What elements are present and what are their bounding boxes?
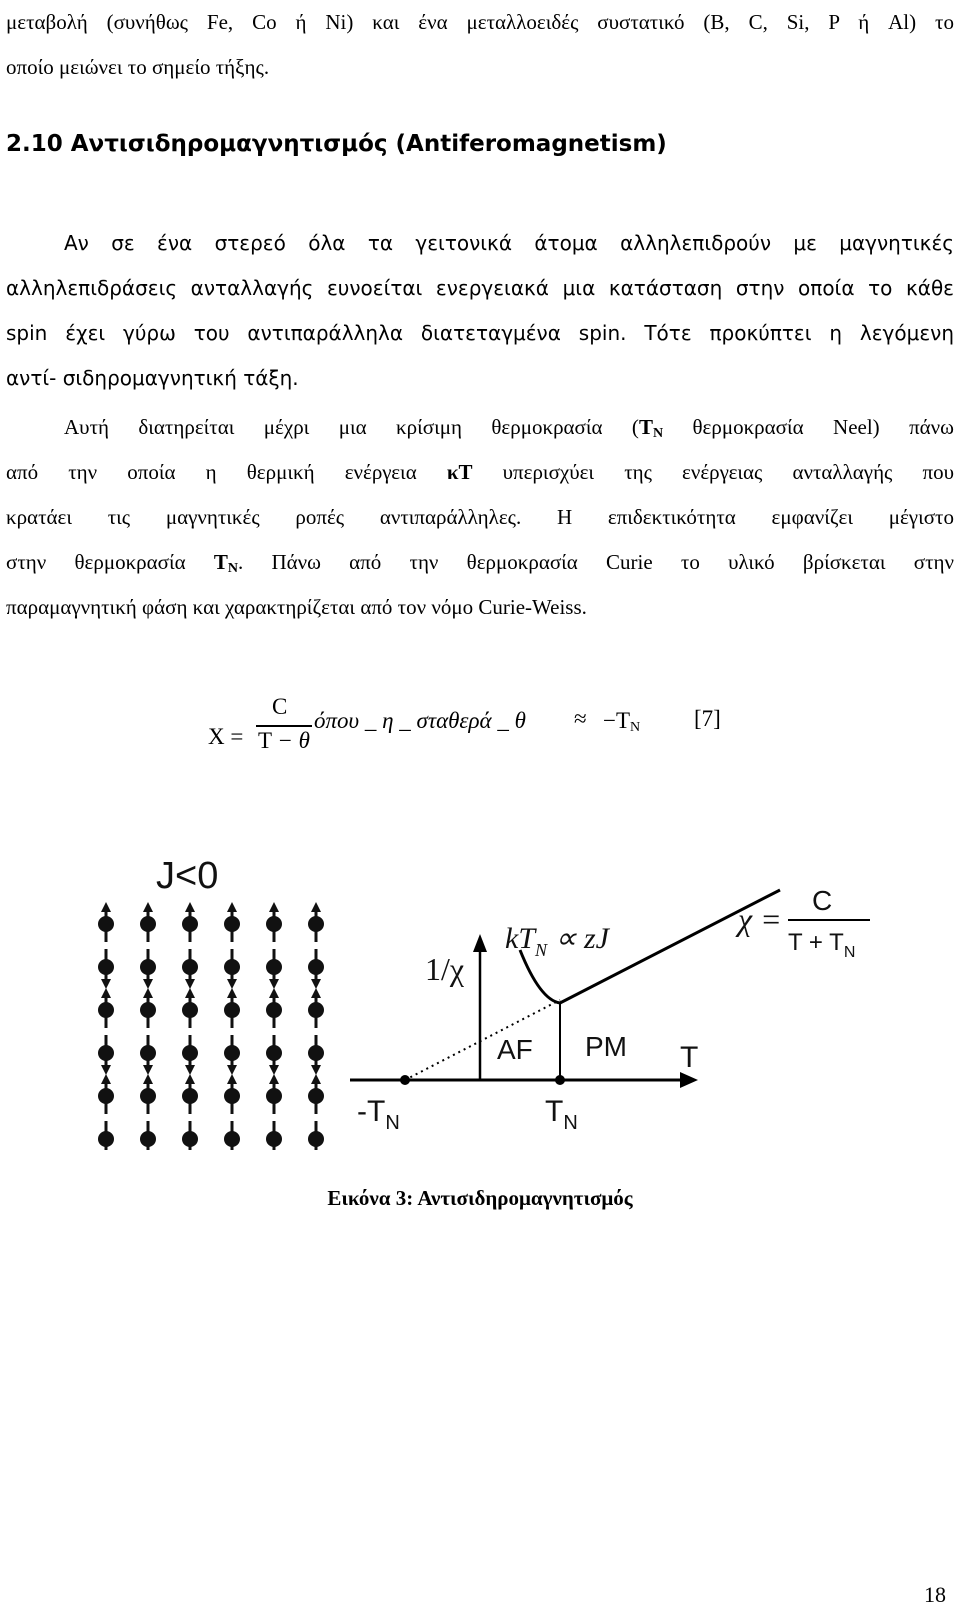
spin-up-arrow-icon [101, 902, 111, 912]
para2-line-3: κρατάει τις μαγνητικές ροπές αντιπαράλληλες. Η επιδεκτικότητα εμφανίζει μέγιστο [6, 505, 954, 529]
atom-dot [224, 916, 240, 932]
atom-dot [266, 1088, 282, 1104]
law-denominator: $T + T_N$ [788, 929, 856, 961]
atom-dot [182, 1002, 198, 1018]
atom-dot [98, 916, 114, 932]
spin-coupling-label: J<0 [156, 855, 219, 897]
spin-up-arrow-icon [227, 988, 237, 998]
spin-up-arrow-icon [227, 902, 237, 912]
spin-up-arrow-icon [101, 1074, 111, 1084]
curie-weiss-law [735, 885, 870, 961]
para1-line-4: αντί- σιδηρομαγνητική τάξη. [6, 366, 299, 390]
spin-down-arrow-icon [227, 1065, 237, 1075]
eq-approx: ≈ [574, 706, 587, 731]
spin-up-arrow-icon [311, 1074, 321, 1084]
atom-dot [98, 1002, 114, 1018]
spin-down-arrow-icon [185, 1065, 195, 1075]
tn-marker [555, 1075, 565, 1085]
kt-proportional-label: $kT_N$ ∝ zJ [505, 922, 609, 960]
atom-dot [140, 959, 156, 975]
atom-dot [98, 1045, 114, 1061]
eq-lhs: X = [208, 724, 244, 749]
neg-tn-label: $-T_N$ [357, 1095, 400, 1134]
atom-dot [98, 959, 114, 975]
atom-dot [98, 1131, 114, 1147]
spin-up-arrow-icon [143, 988, 153, 998]
atom-dot [224, 959, 240, 975]
atom-dot [224, 1088, 240, 1104]
extrapolation-dotted-line [405, 1000, 560, 1080]
atom-dot [140, 916, 156, 932]
spin-up-arrow-icon [143, 902, 153, 912]
atom-dot [308, 959, 324, 975]
atom-dot [266, 1002, 282, 1018]
y-axis-arrow-icon [473, 934, 487, 952]
spin-up-arrow-icon [185, 1074, 195, 1084]
atom-dot [182, 959, 198, 975]
spin-up-arrow-icon [311, 988, 321, 998]
atom-dot [182, 1045, 198, 1061]
x-axis-label: T [680, 1041, 699, 1074]
atom-dot [266, 1131, 282, 1147]
spin-down-arrow-icon [269, 979, 279, 989]
y-axis-label: 1/χ [425, 951, 465, 987]
atom-dot [308, 916, 324, 932]
spin-down-arrow-icon [311, 1065, 321, 1075]
atom-dot [266, 959, 282, 975]
eq-rhs: $-T_N$ [603, 708, 641, 735]
atom-dot [140, 1088, 156, 1104]
atom-dot [224, 1045, 240, 1061]
spin-down-arrow-icon [185, 979, 195, 989]
spin-down-arrow-icon [143, 979, 153, 989]
page-number: 18 [924, 1582, 946, 1607]
atom-dot [308, 1131, 324, 1147]
law-numerator: C [812, 885, 833, 916]
atom-dot [308, 1002, 324, 1018]
spin-down-arrow-icon [269, 1065, 279, 1075]
spin-down-arrow-icon [101, 979, 111, 989]
atom-dot [266, 1045, 282, 1061]
para2-line-2: από την οποία η θερμική ενέργεια κT υπερισχύει της ενέργειας ανταλλαγής που [6, 460, 954, 484]
atom-dot [182, 1131, 198, 1147]
section-heading: 2.10 Αντισιδηρομαγνητισμός (Antiferomagnetism) [6, 131, 667, 157]
eq-denominator: T − θ [258, 728, 310, 753]
intro-line-1: μεταβολή (συνήθως Fe, Co ή Ni) και ένα μεταλλοειδές συστατικό (B, C, Si, P ή Al) το [6, 10, 954, 34]
intro-line-2: οποίο μειώνει το σημείο τήξης. [6, 55, 270, 79]
neg-tn-marker [400, 1075, 410, 1085]
spin-up-arrow-icon [227, 1074, 237, 1084]
tn-label: $T_N$ [545, 1095, 578, 1134]
spin-up-arrow-icon [143, 1074, 153, 1084]
atom-dot [98, 1088, 114, 1104]
pm-label: PM [585, 1031, 627, 1062]
spin-lattice [98, 902, 324, 1150]
para1-line-1: Αν σε ένα στερεό όλα τα γειτονικά άτομα αλληλεπιδρούν με μαγνητικές [64, 231, 954, 255]
para1-line-3: spin έχει γύρω του αντιπαράλληλα διατεταγμένα spin. Τότε προκύπτει η λεγόμενη [6, 321, 954, 345]
x-axis-arrow-icon [680, 1072, 698, 1088]
spin-up-arrow-icon [311, 902, 321, 912]
antiferromagnetism-figure [0, 830, 960, 1150]
atom-dot [224, 1131, 240, 1147]
spin-down-arrow-icon [311, 979, 321, 989]
atom-dot [182, 916, 198, 932]
atom-dot [308, 1088, 324, 1104]
law-lhs: χ = [738, 901, 782, 937]
spin-up-arrow-icon [101, 988, 111, 998]
atom-dot [308, 1045, 324, 1061]
susceptibility-plot [350, 885, 870, 1134]
eq-number: [7] [694, 706, 721, 731]
para2-line-5: παραμαγνητική φάση και χαρακτηρίζεται από τον νόμο Curie-Weiss. [6, 595, 587, 619]
spin-up-arrow-icon [185, 902, 195, 912]
eq-fraction-bar [256, 725, 312, 727]
atom-dot [140, 1131, 156, 1147]
atom-dot [140, 1045, 156, 1061]
eq-numerator: C [272, 694, 288, 719]
spin-down-arrow-icon [101, 1065, 111, 1075]
atom-dot [140, 1002, 156, 1018]
para2-line-1: Αυτή διατηρείται μέχρι μια κρίσιμη θερμοκρασία ($T_N$ θερμοκρασία Neel) πάνω [64, 415, 955, 441]
spin-down-arrow-icon [143, 1065, 153, 1075]
spin-up-arrow-icon [269, 902, 279, 912]
atom-dot [182, 1088, 198, 1104]
para1-line-2: αλληλεπιδράσεις ανταλλαγής ευνοείται ενεργειακά μια κατάσταση στην οποία το κάθε [6, 276, 954, 300]
spin-up-arrow-icon [269, 1074, 279, 1084]
figure-caption: Εικόνα 3: Αντισιδηρομαγνητισμός [327, 1186, 633, 1210]
atom-dot [224, 1002, 240, 1018]
spin-up-arrow-icon [269, 988, 279, 998]
para2-line-4: στην θερμοκρασία $T_N$. Πάνω από την θερμοκρασία Curie το υλικό βρίσκεται στην [6, 550, 954, 576]
spin-up-arrow-icon [185, 988, 195, 998]
spin-down-arrow-icon [227, 979, 237, 989]
atom-dot [266, 916, 282, 932]
af-label: AF [497, 1034, 533, 1065]
eq-text: όπου _ η _ σταθερά _ θ [314, 708, 526, 733]
